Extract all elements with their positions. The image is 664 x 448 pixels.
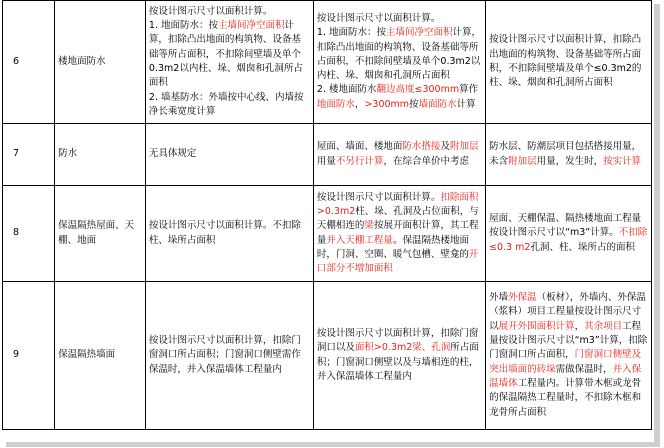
cell-paragraph [489, 291, 648, 420]
cell-text: 无具体规定 [148, 148, 197, 160]
cell-paragraph [149, 147, 310, 161]
cell-text: 按设计图示尺寸以面积计算。不扣除柱、垛所占面积 [148, 220, 301, 246]
cell-col4 [313, 186, 485, 282]
table-shadow-right [654, 4, 660, 444]
cell-paragraph [317, 140, 482, 169]
cell-paragraph [149, 219, 310, 248]
table-row [3, 186, 652, 282]
row-item-name: 防水 [55, 124, 146, 186]
cell-text: 按设计图示尺寸以面积计算，扣除门窗洞口所占面积；门窗洞口侧壁需作保温时，并入保温墙体工程量内 [148, 335, 301, 375]
cell-text: 柱、垛、孔洞及占位面积，与天棚相连的 [316, 205, 479, 232]
comparison-table [2, 0, 652, 430]
cell-text: 。保温隔热楼地面时，门洞、空圈、暖气包槽、壁龛的 [316, 234, 469, 260]
cell-col4 [313, 282, 485, 430]
row-item-name: 保温隔热屋面、天棚、地面 [55, 186, 146, 282]
cell-col5 [486, 186, 652, 282]
cell-text: 1. 地面防水：按 [148, 20, 219, 32]
cell-text: 按设计图示尺寸以面积计算。 [316, 191, 441, 203]
highlight-text: 防水搭接 [402, 141, 441, 153]
cell-paragraph [317, 83, 482, 112]
highlight-text: 主墙间净空面积 [218, 20, 285, 32]
highlight-text: 梁 [364, 220, 374, 232]
table-shadow-bottom [6, 442, 660, 447]
cell-text: 按展开面积计算，其工程量 [316, 220, 479, 246]
cell-text: ，在综合单价中考虑 [383, 155, 469, 167]
table-row [3, 1, 652, 124]
highlight-text: 其余项目 [584, 320, 623, 332]
cell-col3 [145, 1, 313, 124]
cell-text: 计算 [456, 98, 476, 110]
cell-text: 2. 墙基防水：外墙按中心线、内墙按净长乘宽度计算 [148, 91, 304, 117]
cell-text: 孔洞、柱、垛所占的面积 [530, 241, 635, 253]
cell-paragraph [317, 26, 482, 83]
cell-paragraph [489, 140, 648, 169]
cell-text: 按设计图示尺寸以面积计算。 [316, 12, 441, 24]
cell-text: 屋面、墙面、楼地面 [316, 141, 403, 153]
cell-text: 需做保温时， [555, 363, 613, 375]
highlight-text: 面积>0.3m2梁、孔洞 [354, 342, 451, 354]
highlight-text: 主墙间净空面积 [386, 27, 453, 39]
highlight-text: 附加层 [508, 155, 537, 167]
cell-text: （板材），外墙内、外保温（浆料）项目工程量按设计图示尺寸以 [489, 292, 646, 332]
cell-col4 [313, 1, 485, 124]
cell-text: 计算，扣除凸出地面的构筑物、设备基础等所占面积，不扣除间壁墙及单个0.3m2以内柱、垛、烟囱和孔洞所占面积 [148, 20, 303, 89]
cell-paragraph [149, 19, 310, 90]
cell-text: 及 [440, 141, 450, 153]
cell-paragraph [317, 191, 482, 277]
cell-paragraph [489, 33, 648, 90]
highlight-text: 按实计算 [603, 155, 642, 167]
cell-text: 防水层、防潮层项目包括搭接用量，未含 [489, 141, 642, 167]
row-item-name: 楼地面防水 [55, 1, 146, 124]
cell-paragraph [489, 212, 648, 255]
cell-text: 按设计图示尺寸以面积计算。 [148, 5, 273, 17]
cell-col5 [486, 1, 652, 124]
highlight-text: 开口部分不增加面积 [316, 248, 479, 275]
highlight-text: 扣除面积>0.3m2 [316, 191, 479, 217]
highlight-text: 地面防水 [316, 98, 355, 110]
row-number: 6 [3, 1, 55, 124]
cell-text: 按设计图示尺寸以面积计算，扣除门窗洞口以及 [316, 327, 479, 354]
row-number: 7 [3, 124, 55, 186]
cell-text: 按设计图示尺寸以面积计算，扣除凸出地面的构筑物、设备基础等所占面积，不扣除间壁墙及单个≤0.3m2的柱、垛、烟囱和孔洞所占面积 [489, 34, 642, 89]
cell-text: 工程量按设计图示尺寸以“m3”计算，扣除门窗洞口所占面积， [489, 320, 648, 361]
table-row [3, 282, 652, 430]
highlight-text: 不另行计算 [335, 155, 384, 167]
cell-text: 屋面、天棚保温、隔热楼地面工程量按设计图示尺寸以“m3”计算。 [489, 213, 642, 239]
highlight-text: 不扣除≤0.3 m2 [489, 227, 648, 253]
cell-col4 [313, 124, 485, 186]
cell-col5 [486, 124, 652, 186]
cell-text: 工程量内。计算带木框或龙骨的保温隔热工程量时，不扣除木框和龙骨所占面积 [489, 377, 642, 418]
cell-text: 用量 [316, 155, 336, 167]
highlight-text: 附加层 [449, 141, 479, 153]
cell-text: 所占面积；门窗洞口侧壁以及与墙相连的柱，并入保温墙体工程量内 [316, 342, 479, 382]
highlight-text: 展开外围面积计算 [498, 320, 575, 332]
cell-col3 [145, 186, 313, 282]
highlight-text: 并入保温墙体 [489, 363, 642, 389]
highlight-text: 翻边高度≤300mm [376, 84, 460, 96]
cell-paragraph [149, 5, 310, 19]
table-body [3, 1, 652, 430]
cell-text: 1. 地面防水：按 [316, 27, 386, 39]
cell-col5 [486, 282, 652, 430]
comparison-table-container [2, 0, 652, 440]
row-item-name: 保温隔热墙面 [55, 282, 146, 430]
cell-text: 用量，发生时， [536, 155, 604, 167]
cell-col3 [145, 282, 313, 430]
cell-paragraph [317, 327, 482, 384]
row-number: 8 [3, 186, 55, 282]
cell-col3 [145, 124, 313, 186]
cell-text: ， [574, 320, 585, 332]
row-number: 9 [3, 282, 55, 430]
highlight-text: >300mm [364, 98, 410, 110]
cell-text: ， [354, 98, 365, 110]
cell-paragraph [317, 12, 482, 26]
cell-text: 计算，扣除凸出地面的构筑物、设备基础等所占面积，不扣除间壁墙及单个0.3m2以内柱、垛、烟囱和孔洞所占面积 [316, 27, 482, 82]
cell-text: 2. 楼地面防水 [316, 84, 377, 96]
cell-text: 按 [409, 98, 419, 110]
highlight-text: 墙面防水 [418, 98, 457, 110]
highlight-text: 并入天棚工程量 [326, 234, 393, 246]
cell-text: 算作 [459, 84, 479, 96]
cell-text: 外墙 [489, 292, 509, 304]
cell-paragraph [149, 91, 310, 120]
table-row [3, 124, 652, 186]
highlight-text: 门窗洞口侧壁及突出墙面的砖垛 [489, 349, 642, 375]
cell-paragraph [149, 334, 310, 377]
highlight-text: 外保温 [508, 292, 537, 304]
